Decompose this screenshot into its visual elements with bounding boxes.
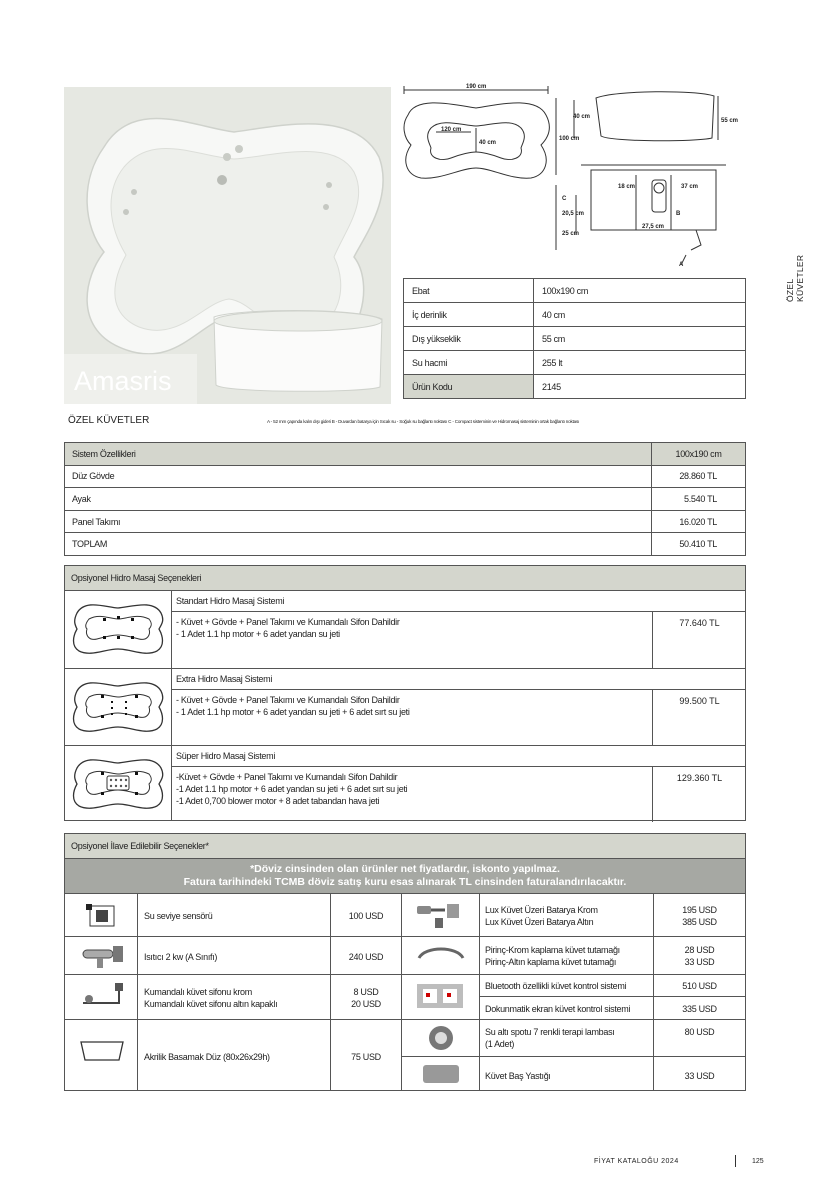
step-icon [77,1036,127,1066]
spec-row: Ebat 100x190 cm [404,279,746,303]
extra-name: Su seviye sensörü [144,911,213,921]
extra-name: Akrilik Basamak Düz (80x26x29h) [144,1052,270,1062]
spec-row: İç derinlik 40 cm [404,303,746,327]
dim-r1: 18 cm [618,184,636,190]
extra-name: Dokunmatik ekran küvet kontrol sistemi [485,1004,631,1014]
dim-v2: 25 cm [562,231,580,237]
dim-r2: 37 cm [681,184,699,190]
hydro-options [64,565,746,821]
extra-price: 335 USD [682,1004,717,1014]
label-a: A [679,262,684,268]
hydro-option-standard: Standart Hidro Masaj Sistemi - Küvet + Gövde + Panel Takımı ve Kumandalı Sifon Dahildir - 1 Adet 1.1 hp motor + 6 adet yandan su jeti 77.640 TL [65,591,746,668]
control-panel-icon [417,984,463,1010]
table-row: Düz Gövde 28.860 TL [65,465,746,488]
product-photo [64,87,391,404]
footer-divider [735,1155,736,1167]
spec-row: Dış yükseklik 55 cm [404,327,746,351]
headrest-icon [423,1063,459,1087]
extra-name: Küvet Baş Yastığı [485,1071,551,1081]
dim-v1: 20,5 cm [562,211,585,217]
dim-width: 190 cm [466,84,487,90]
extras-section [64,833,746,1091]
table-row: Ayak 5.540 TL [65,488,746,511]
extras-grid [65,894,745,1090]
section-label: ÖZEL KÜVETLER [68,415,150,426]
hydro-option-super: Süper Hidro Masaj Sistemi -Küvet + Gövde + Panel Takımı ve Kumandalı Sifon Dahildir -1 Adet 1.1 hp motor + 6 adet yandan su jeti + 6 adet sırt su jeti -1 Adet 0,700 blower motor + 8 adet tabandan hava jeti 129.360 TL [65,745,746,821]
extra-price: 100 USD [348,911,384,921]
page-number: 125 [752,1158,764,1165]
extra-price: 8 USD 20 USD [351,987,381,1009]
hydro-price: 99.500 TL [652,690,746,746]
extra-name: Isıtıcı 2 kw (A Sınıfı) [144,952,218,962]
extra-price: 80 USD [684,1027,715,1037]
faucet-icon [415,900,465,932]
currency-notice: *Döviz cinsinden olan ürünler net fiyatlardır, iskonto yapılmaz. Fatura tarihindeki TCMB döviz satış kuru esas alınarak TL cinsinden faturalandırılacaktır. [65,859,745,894]
hydro-price: 129.360 TL [652,767,746,822]
extra-name: Pirinç-Krom kaplama küvet tutamağı Pirinç-Altın kaplama küvet tutamağı [485,945,620,967]
extra-name: Kumandalı küvet sifonu krom Kumandalı küvet sifonu altın kapaklı [144,987,278,1009]
extra-price: 240 USD [348,952,384,962]
system-header-row: Sistem Özellikleri 100x190 cm [65,443,746,466]
handle-icon [415,944,467,966]
extra-price: 75 USD [351,1052,381,1062]
label-c: C [562,196,567,202]
system-table [64,442,746,556]
dim-inner-h: 40 cm [479,140,497,146]
table-row: TOPLAM 50.410 TL [65,533,746,556]
heater-icon [79,942,127,972]
product-title: Amasris [64,354,197,404]
dim-tall: 55 cm [721,118,739,124]
dim-depth: 40 cm [573,114,591,120]
table-row: Panel Takımı 16.020 TL [65,510,746,533]
extra-price: 33 USD [684,1071,715,1081]
extra-name: Su altı spotu 7 renkli terapi lambası (1 Adet) [485,1027,615,1049]
hydro-option-extra: Extra Hidro Masaj Sistemi - Küvet + Gövde + Panel Takımı ve Kumandalı Sifon Dahildir - 1 Adet 1.1 hp motor + 6 adet yandan su jeti + 6 adet sırt su jeti 99.500 TL [65,668,746,745]
technical-drawing [396,80,746,270]
dim-v3: 27,5 cm [642,224,665,230]
spotlight-icon [427,1024,455,1054]
tub-jets-icon [65,591,172,668]
drain-siphon-icon [79,981,127,1013]
level-sensor-icon [85,902,119,932]
tub-jets-icon [65,669,172,745]
hydro-header: Opsiyonel Hidro Masaj Seçenekleri [65,566,745,591]
extra-price: 28 USD 33 USD [684,945,715,967]
dim-inner-w: 120 cm [441,127,462,133]
tub-jets-icon [65,746,172,821]
extra-price: 195 USD 385 USD [682,905,717,927]
footnote: A - 52 mm çapında kalın dışı gideri B - Duvardan batarya için Sıcak su - Soğuk su bağlantı noktası C - Compact sisteminin ve Hidromasaj sisteminin ortak bağlantı noktası [267,419,580,424]
spec-row: Ürün Kodu 2145 [404,375,746,399]
footer-catalog: FİYAT KATALOĞU 2024 [594,1158,679,1165]
side-label: ÖZEL KÜVETLER [785,254,805,302]
extras-header: Opsiyonel İlave Edilebilir Seçenekler* [65,834,745,859]
spec-row: Su hacmi 255 lt [404,351,746,375]
extra-name: Lux Küvet Üzeri Batarya Krom Lux Küvet Üzeri Batarya Altın [485,905,598,927]
label-b: B [676,211,681,217]
spec-table [403,278,746,399]
hydro-price: 77.640 TL [652,612,746,668]
dim-height: 100 cm [559,136,580,142]
extra-price: 510 USD [682,981,717,991]
extra-name: Bluetooth özellikli küvet kontrol sistemi [485,981,627,991]
